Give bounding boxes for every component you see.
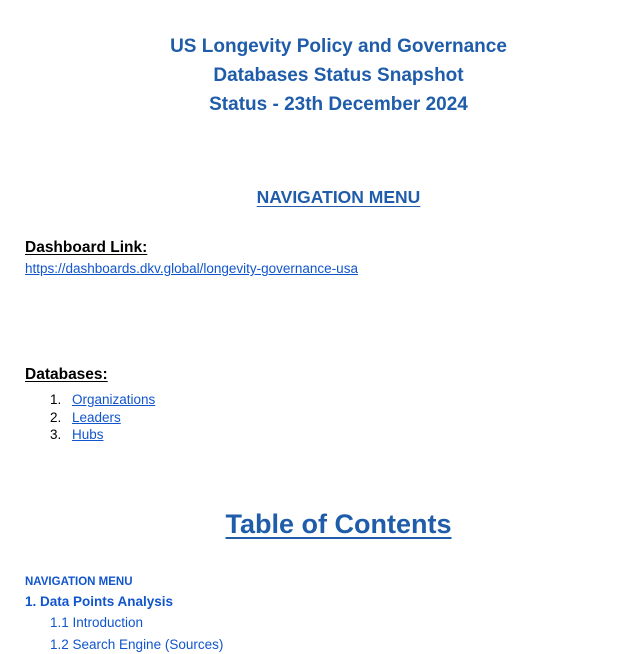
- database-link-organizations[interactable]: Organizations: [72, 392, 156, 407]
- databases-list: [25, 391, 634, 444]
- list-item-number: 1.: [50, 392, 62, 407]
- list-item: [25, 391, 634, 409]
- document-content: [25, 32, 634, 654]
- dashboard-url-link[interactable]: https://dashboards.dkv.global/longevity-governance-usa: [25, 261, 358, 276]
- database-link-leaders[interactable]: Leaders: [72, 409, 121, 425]
- list-item: [25, 409, 634, 427]
- toc-entry-data-points-analysis[interactable]: 1. Data Points Analysis: [25, 593, 174, 609]
- toc-entry-navigation-menu[interactable]: NAVIGATION MENU: [25, 575, 133, 588]
- table-of-contents-heading: Table of Contents: [225, 508, 452, 539]
- list-item-number: 2.: [50, 409, 62, 425]
- navigation-menu-heading: NAVIGATION MENU: [256, 187, 421, 207]
- dashboard-link-heading: Dashboard Link:: [25, 239, 148, 256]
- databases-heading: Databases:: [25, 366, 108, 383]
- toc-entry-search-engine-sources[interactable]: 1.2 Search Engine (Sources): [50, 636, 224, 652]
- table-of-contents-list: [25, 573, 634, 654]
- document-title-line-3: Status - 23th December 2024: [209, 94, 468, 115]
- list-item-number: 3.: [50, 427, 62, 442]
- document-title-line-2: Databases Status Snapshot: [213, 65, 464, 86]
- document-title: [25, 32, 634, 119]
- toc-entry-introduction[interactable]: 1.1 Introduction: [50, 615, 144, 630]
- database-link-hubs[interactable]: Hubs: [72, 427, 104, 442]
- document-title-line-1: US Longevity Policy and Governance: [170, 36, 507, 57]
- list-item: [25, 426, 634, 444]
